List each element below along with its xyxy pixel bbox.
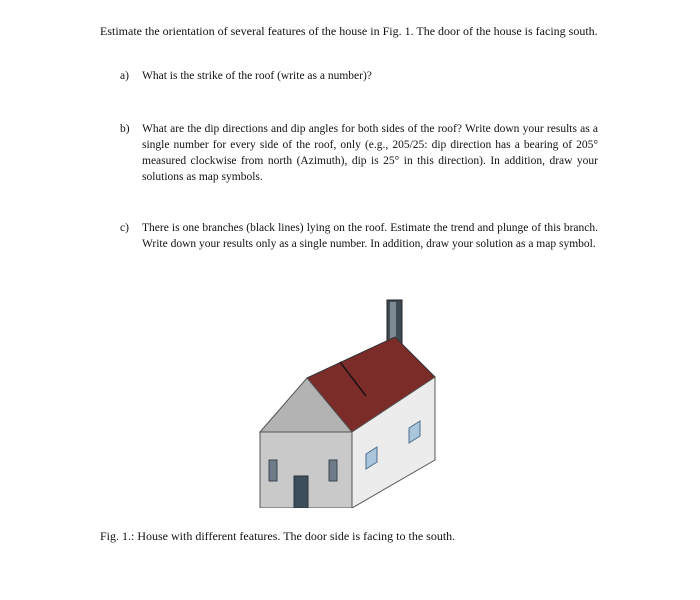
question-b-text: What are the dip directions and dip angles for both sides of the roof? Write down your results as a single number for every side of the roof, only (e.g., 205/25: dip direction has a bearing of 205° measured clockwise from north (Azimuth), dip is 25° in this direction). In addition, draw your solutions as map symbols. [142, 123, 598, 183]
front-window-left [269, 460, 277, 481]
house-figure [250, 292, 450, 508]
figure-caption: Fig. 1.: House with different features. The door side is facing to the south. [100, 529, 456, 543]
question-a-text: What is the strike of the roof (write as a number)? [142, 70, 372, 82]
question-b [120, 121, 598, 185]
question-c [120, 220, 598, 252]
door [294, 476, 308, 508]
question-a-label: a) [120, 70, 129, 82]
intro-paragraph: Estimate the orientation of several features of the house in Fig. 1. The door of the house is facing south. [100, 24, 598, 38]
question-b-label: b) [120, 123, 130, 135]
question-c-text: There is one branches (black lines) lying on the roof. Estimate the trend and plunge of this branch. Write down your results only as a single number. In addition, draw your solution as a map symbol. [142, 222, 598, 250]
question-a [120, 68, 598, 84]
question-c-label: c) [120, 222, 129, 234]
front-window-right [329, 460, 337, 481]
